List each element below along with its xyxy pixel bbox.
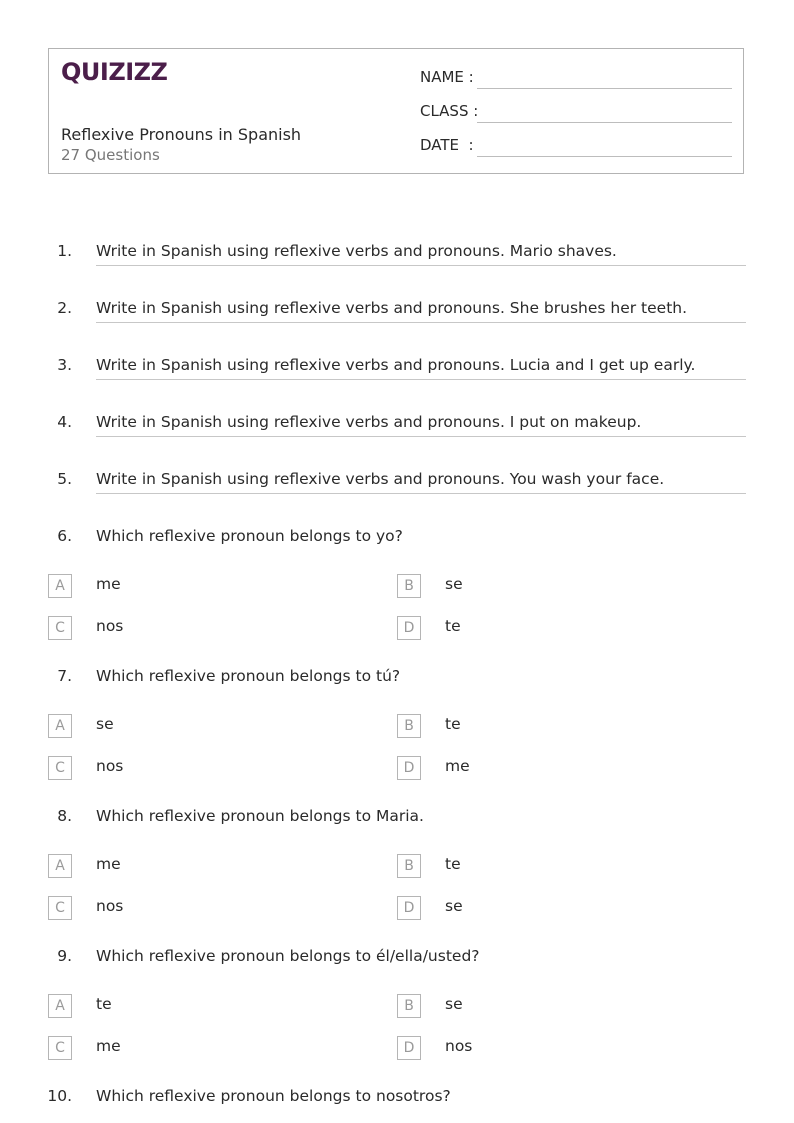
name-line[interactable] [477,88,732,89]
option-letter-box[interactable]: C [48,1036,72,1060]
question-text: Write in Spanish using reflexive verbs and pronouns. She brushes her teeth. [96,299,688,317]
option-text: te [445,715,461,733]
option-text: te [445,855,461,873]
question-number: 4. [57,413,72,431]
option-text: se [445,897,463,915]
option-text: nos [96,757,124,775]
question-text: Which reflexive pronoun belongs to yo? [96,527,403,545]
question-2 [0,299,794,323]
question-number: 10. [47,1087,72,1105]
class-line[interactable] [477,122,732,123]
question-text: Which reflexive pronoun belongs to tú? [96,667,401,685]
question-text: Write in Spanish using reflexive verbs and pronouns. You wash your face. [96,470,665,488]
option-letter-box[interactable]: C [48,616,72,640]
option-letter-box[interactable]: B [397,574,421,598]
option-letter-box[interactable]: C [48,756,72,780]
option-letter-box[interactable]: D [397,756,421,780]
answer-line[interactable] [96,436,746,437]
option-text: se [445,575,463,593]
worksheet-header [48,48,744,174]
option-letter-box[interactable]: D [397,616,421,640]
option-text: nos [96,897,124,915]
question-1 [0,242,794,266]
question-number: 5. [57,470,72,488]
worksheet-title: Reflexive Pronouns in Spanish [61,125,302,144]
question-number: 9. [57,947,72,965]
question-count: 27 Questions [61,146,160,164]
date-line[interactable] [477,156,732,157]
option-letter-box[interactable]: B [397,714,421,738]
option-text: te [96,995,112,1013]
quizizz-logo: QUIZIZZ [61,58,168,86]
option-text: me [445,757,470,775]
option-letter-box[interactable]: A [48,574,72,598]
question-number: 3. [57,356,72,374]
option-text: se [445,995,463,1013]
question-text: Which reflexive pronoun belongs to Maria. [96,807,424,825]
option-letter-box[interactable]: A [48,854,72,878]
name-label: NAME : [420,68,474,86]
question-4 [0,413,794,437]
option-letter-box[interactable]: A [48,714,72,738]
question-number: 1. [57,242,72,260]
option-text: nos [96,617,124,635]
option-letter-box[interactable]: B [397,994,421,1018]
question-number: 2. [57,299,72,317]
option-text: me [96,1037,121,1055]
question-6 [0,527,794,551]
option-text: me [96,855,121,873]
question-7 [0,667,794,691]
question-10 [0,1087,794,1111]
option-text: me [96,575,121,593]
option-text: nos [445,1037,473,1055]
question-9 [0,947,794,971]
option-text: se [96,715,114,733]
option-letter-box[interactable]: B [397,854,421,878]
option-text: te [445,617,461,635]
question-text: Which reflexive pronoun belongs to nosotros? [96,1087,451,1105]
answer-line[interactable] [96,322,746,323]
question-text: Write in Spanish using reflexive verbs and pronouns. Lucia and I get up early. [96,356,696,374]
question-text: Which reflexive pronoun belongs to él/ella/usted? [96,947,480,965]
question-text: Write in Spanish using reflexive verbs and pronouns. Mario shaves. [96,242,617,260]
option-letter-box[interactable]: D [397,896,421,920]
question-text: Write in Spanish using reflexive verbs and pronouns. I put on makeup. [96,413,642,431]
question-8 [0,807,794,831]
question-number: 7. [57,667,72,685]
answer-line[interactable] [96,265,746,266]
answer-line[interactable] [96,493,746,494]
question-3 [0,356,794,380]
option-letter-box[interactable]: C [48,896,72,920]
question-number: 6. [57,527,72,545]
class-label: CLASS : [420,102,479,120]
date-label: DATE : [420,136,474,154]
option-letter-box[interactable]: D [397,1036,421,1060]
question-5 [0,470,794,494]
answer-line[interactable] [96,379,746,380]
question-number: 8. [57,807,72,825]
option-letter-box[interactable]: A [48,994,72,1018]
